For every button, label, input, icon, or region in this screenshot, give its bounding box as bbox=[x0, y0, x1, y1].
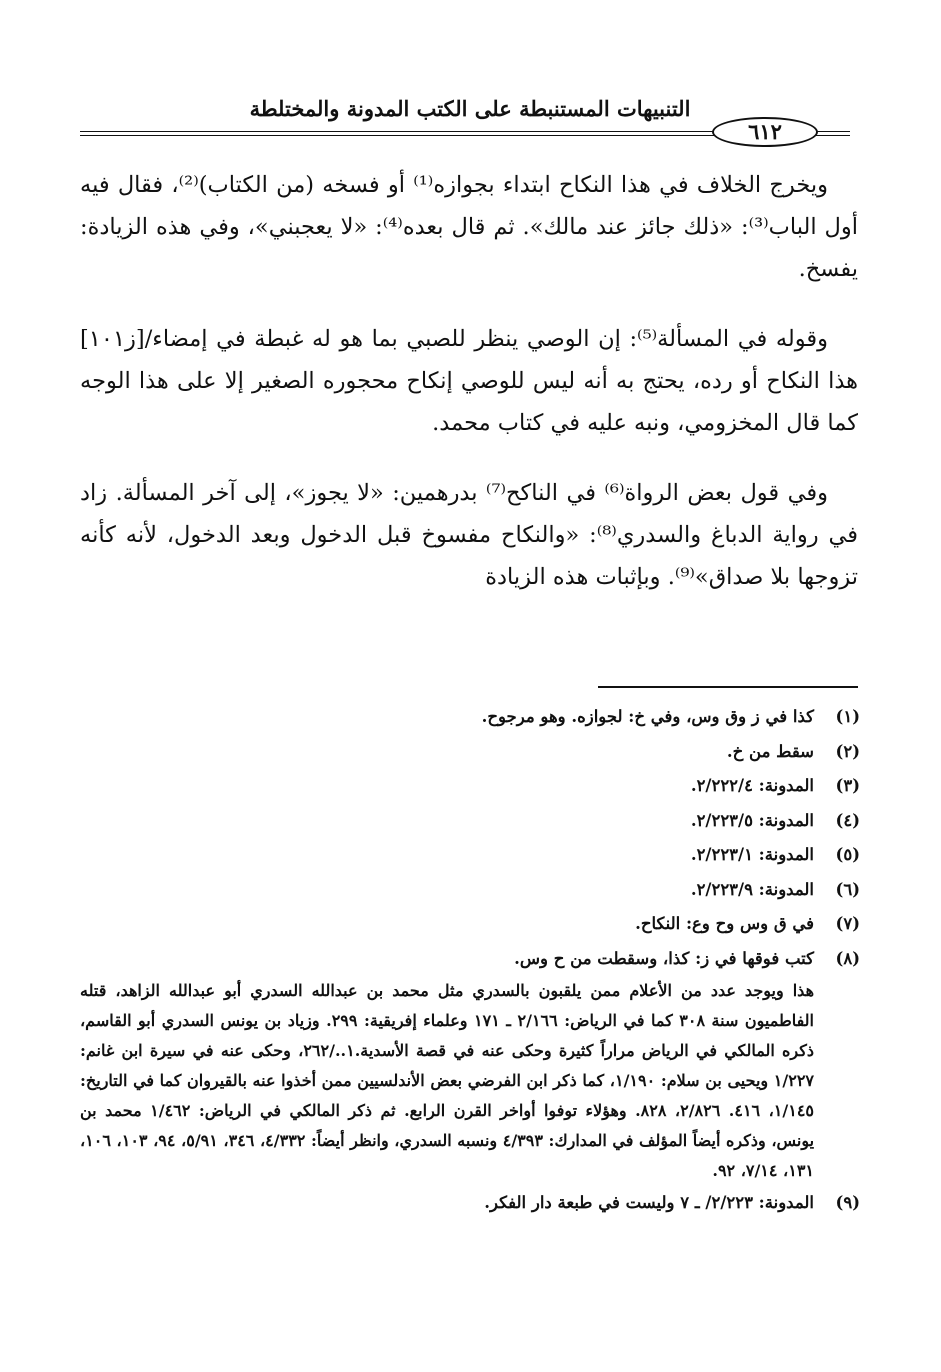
main-text bbox=[80, 164, 858, 598]
footnote-text: المدونة: ٢/٢٢٣/٥. bbox=[690, 810, 814, 830]
footnote-6 bbox=[80, 873, 860, 908]
footnote-number: (١) bbox=[835, 707, 860, 726]
footnote-number: (٤) bbox=[835, 810, 860, 830]
footnote-7 bbox=[80, 907, 860, 942]
footnote-text: المدونة: ٢/٢٢٢/٤. bbox=[690, 776, 814, 795]
footnote-4 bbox=[80, 804, 860, 839]
footnote-number: (٨) bbox=[835, 948, 860, 968]
footnote-number: (٧) bbox=[835, 914, 860, 933]
footnote-number: (٣) bbox=[835, 776, 860, 795]
paragraph-1: ويخرج الخلاف في هذا النكاح ابتداء بجوازه⁽¹⁾ أو فسخه (من الكتاب)⁽²⁾، فقال فيه أول الباب⁽³⁾: «ذلك جائز عند مالك». ثم قال بعده⁽⁴⁾: «لا يعجبني»، وفي هذه الزيادة: يفسخ. bbox=[80, 172, 859, 282]
paragraph-2: وقوله في المسألة⁽⁵⁾: إن الوصي ينظر للصبي بما هو له غبطة في إمضاء/[ز١٠١] هذا النكاح أو رده، يحتج به أنه ليس للوصي إنكاح محجوره الصغير إلا على هذا الوجه كما قال المخزومي، ونبه عليه في كتاب محمد. bbox=[80, 326, 858, 436]
footnote-text: المدونة: ٢/٢٢٣/٩. bbox=[690, 879, 814, 899]
footnote-3 bbox=[80, 769, 860, 804]
page-number-badge: ٦١٢ bbox=[712, 117, 818, 147]
footnote-9 bbox=[80, 1186, 860, 1221]
footnote-text: المدونة: ٢/٢٢٣/ ـ ٧ وليست في طبعة دار الفكر. bbox=[484, 1193, 814, 1212]
footnote-number: (٩) bbox=[835, 1193, 860, 1212]
footnote-text: كتب فوقها في ز: كذا، وسقطت من ح وس. bbox=[514, 948, 814, 968]
footnote-1 bbox=[80, 700, 860, 735]
footnotes bbox=[80, 700, 860, 1221]
footnote-separator bbox=[598, 686, 858, 688]
running-title: التنبيهات المستنبطة على الكتب المدونة والمختلطة bbox=[249, 96, 691, 121]
footnote-text: سقط من خ. bbox=[726, 741, 814, 761]
footnote-8-continuation bbox=[80, 976, 860, 1186]
footnote-number: (٥) bbox=[835, 845, 860, 864]
footnote-text: في ق وس وح وع: النكاح. bbox=[635, 914, 814, 933]
paragraph-3: وفي قول بعض الرواة⁽⁶⁾ في الناكح⁽⁷⁾ بدرهمين: «لا يجوز»، إلى آخر المسألة. زاد في رواية الدباغ والسدري⁽⁸⁾: «والنكاح مفسوخ قبل الدخول وبعد الدخول، لأنه كأنه تزوجها بلا صداق»⁽⁹⁾. وبإثبات هذه الزيادة bbox=[80, 480, 859, 590]
footnote-8 bbox=[80, 942, 860, 977]
footnote-5 bbox=[80, 838, 860, 873]
footnote-number: (٢) bbox=[835, 741, 860, 761]
footnote-text: المدونة: ٢/٢٢٣/١. bbox=[690, 845, 814, 864]
footnote-8-note: هذا ويوجد عدد من الأعلام ممن يلقبون بالسدري مثل محمد بن عبدالله السدري أبو عبدالله الزاهد، قتله الفاطميون سنة ٣٠٨ كما في الرياض: ٢/١٦٦ ـ ١٧١ وعلماء إفريقية: ٢٩٩. وزياد بن يونس السدري أبو القاسم، ذكره المالكي في الرياض مراراً كثيرة وحكى عنه في قصة الأسدية.١../٢٦٢، وحكى عنه في سيرة ابن غانم: ١/٢٢٧ ويحيى بن سلام: ١/١٩٠، كما ذكر ابن الفرضي بعض الأندلسيين ممن أخذوا عنه بالقيروان كما في التاريخ: ١/١٤٥، ٤١٦. ٢/٨٢٦، ٨٢٨. وهؤلاء توفوا أواخر القرن الرابع. ثم ذكر المالكي في الرياض: ١/٤٦٢ محمد بن يونس، وذكره أيضاً المؤلف في المدارك: ٤/٣٩٣ ونسبه السدري، وانظر أيضاً: ٤/٣٣٢، ٣٤٦، ٥/٩١، ٩٤، ١٠٣، ١٠٦، ١٣١، ٧/١٤، ٩٢. bbox=[80, 981, 815, 1180]
footnote-number: (٦) bbox=[835, 879, 860, 899]
footnote-2 bbox=[80, 735, 860, 770]
footnote-text: كذا في ز وق وس، وفي خ: لجوازه. وهو مرجوح. bbox=[481, 707, 814, 726]
